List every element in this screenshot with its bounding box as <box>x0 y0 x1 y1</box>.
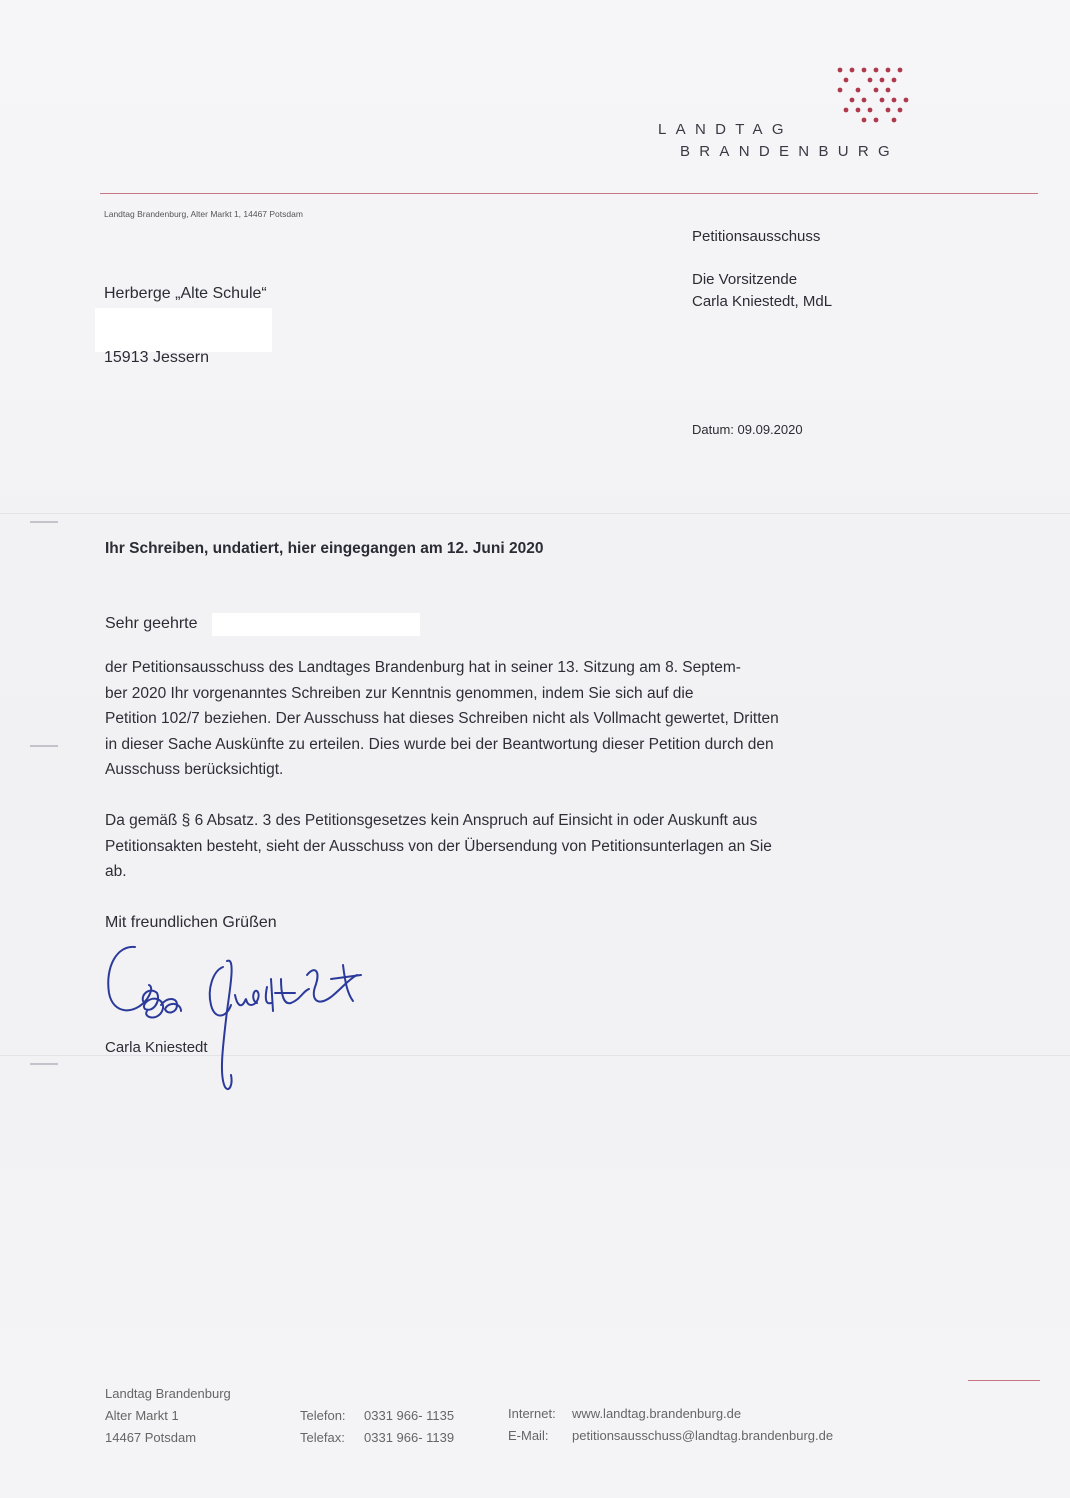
paragraph-line: ab. <box>105 863 127 880</box>
punch-mark <box>30 745 58 747</box>
salutation: Sehr geehrte <box>105 615 198 632</box>
fold-line-upper <box>0 513 1070 514</box>
fax-number: 0331 966- 1139 <box>364 1430 455 1445</box>
website-link[interactable]: www.landtag.brandenburg.de <box>572 1406 742 1421</box>
landtag-logo-icon <box>832 64 912 126</box>
recipient-city: 15913 Jessern <box>104 349 209 366</box>
org-name-line1: LANDTAG <box>658 121 793 138</box>
footer-web-labels <box>508 1403 556 1447</box>
footer-address <box>105 1383 231 1449</box>
redacted-street <box>95 308 272 352</box>
header-rule <box>100 193 1038 194</box>
footer-address-line: Alter Markt 1 <box>105 1408 179 1423</box>
phone-number: 0331 966- 1135 <box>364 1408 455 1423</box>
internet-label: Internet: <box>508 1406 556 1421</box>
handwritten-signature <box>95 935 395 1095</box>
sender-role: Die Vorsitzende <box>692 271 798 288</box>
footer-address-line: 14467 Potsdam <box>105 1430 197 1445</box>
footer-rule <box>968 1380 1040 1381</box>
footer-phone-values <box>364 1405 454 1449</box>
email-label: E-Mail: <box>508 1428 549 1443</box>
redacted-name <box>212 613 420 636</box>
email-link[interactable]: petitionsausschuss@landtag.brandenburg.de <box>572 1428 834 1443</box>
footer-address-line: Landtag Brandenburg <box>105 1386 231 1401</box>
fold-mark-top <box>30 521 58 523</box>
footer-phone-labels <box>300 1405 346 1449</box>
recipient-name: Herberge „Alte Schule“ <box>104 285 267 302</box>
body-paragraph-1 <box>105 655 779 783</box>
closing: Mit freundlichen Grüßen <box>105 914 277 931</box>
paragraph-line: Petitionsakten besteht, sieht der Ausschuss von der Übersendung von Petitionsunterlagen an Sie <box>105 837 772 855</box>
sender-name: Carla Kniestedt, MdL <box>692 293 833 310</box>
org-name-line2: BRANDENBURG <box>680 143 899 160</box>
paragraph-line: ber 2020 Ihr vorgenanntes Schreiben zur Kenntnis genommen, indem Sie sich auf die <box>105 684 694 702</box>
body-paragraph-2 <box>105 808 772 885</box>
committee-name: Petitionsausschuss <box>692 228 821 245</box>
return-address: Landtag Brandenburg, Alter Markt 1, 14467 Potsdam <box>104 209 303 219</box>
fax-label: Telefax: <box>300 1430 345 1445</box>
letter-date: Datum: 09.09.2020 <box>692 422 803 437</box>
fold-mark-bottom <box>30 1063 58 1065</box>
paragraph-line: in dieser Sache Auskünfte zu erteilen. Dies wurde bei der Beantwortung dieser Petition durch den <box>105 735 774 753</box>
paragraph-line: Da gemäß § 6 Absatz. 3 des Petitionsgesetzes kein Anspruch auf Einsicht in oder Auskunft aus <box>105 812 758 829</box>
footer-web-values <box>572 1403 833 1447</box>
signer-name: Carla Kniestedt <box>105 1039 208 1056</box>
paragraph-line: Ausschuss berücksichtigt. <box>105 761 284 778</box>
subject-line: Ihr Schreiben, undatiert, hier eingegangen am 12. Juni 2020 <box>105 540 544 557</box>
phone-label: Telefon: <box>300 1408 346 1423</box>
paragraph-line: Petition 102/7 beziehen. Der Ausschuss hat dieses Schreiben nicht als Vollmacht gewertet, Dritten <box>105 710 779 727</box>
paragraph-line: der Petitionsausschuss des Landtages Brandenburg hat in seiner 13. Sitzung am 8. Septem- <box>105 659 741 676</box>
